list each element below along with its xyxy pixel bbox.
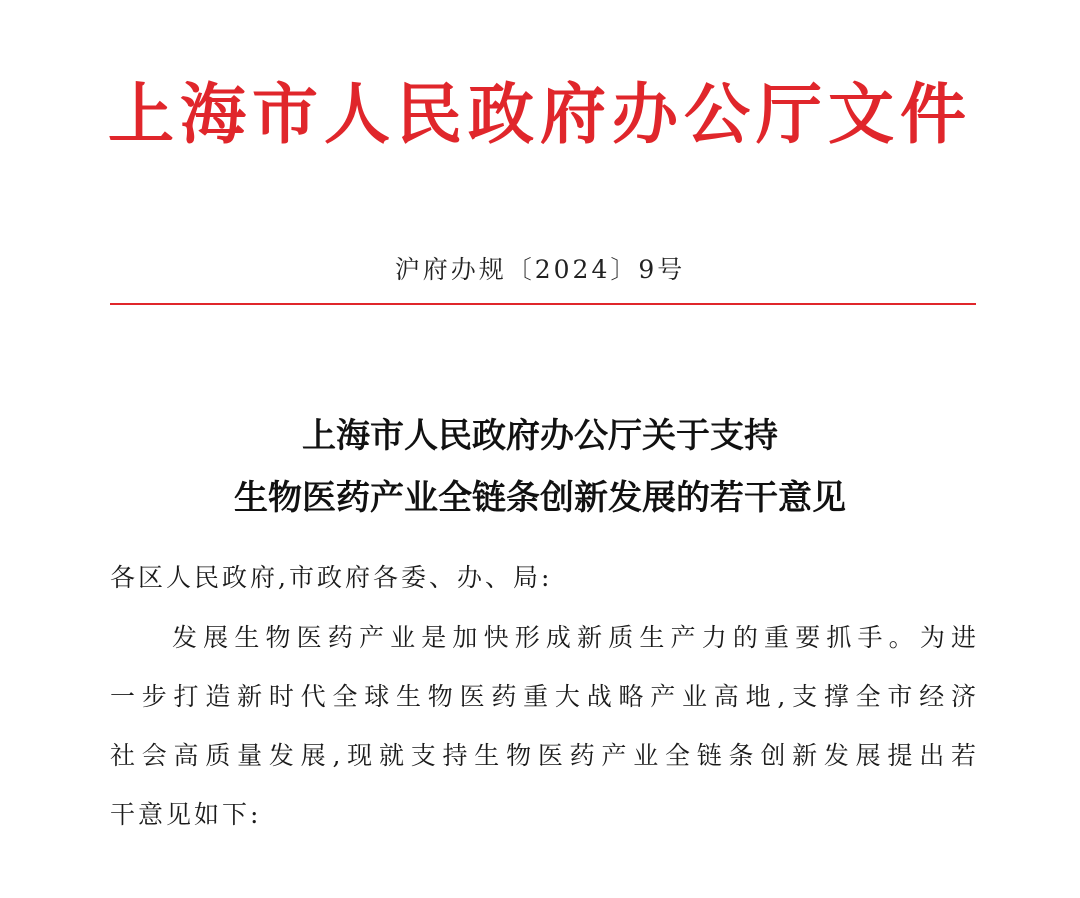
- document-number: 沪府办规〔2024〕9号: [394, 255, 686, 284]
- body-line-3: 社会高质量发展,现就支持生物医药产业全链条创新发展提出若: [110, 741, 976, 770]
- document-title: [0, 405, 1080, 529]
- document-title-line-1: 上海市人民政府办公厅关于支持: [302, 416, 778, 456]
- document-title-line-2: 生物医药产业全链条创新发展的若干意见: [234, 478, 846, 518]
- body-paragraph: [110, 618, 976, 854]
- body-line-2: 一步打造新时代全球生物医药重大战略产业高地,支撑全市经济: [110, 682, 976, 711]
- red-divider-line: [110, 303, 976, 305]
- body-line-4: 干意见如下:: [110, 800, 262, 829]
- body-line-1: 发展生物医药产业是加快形成新质生产力的重要抓手。为进: [172, 623, 976, 652]
- salutation: 各区人民政府,市政府各委、办、局:: [110, 563, 553, 592]
- document-issuer-header: 上海市人民政府办公厅文件: [108, 76, 972, 153]
